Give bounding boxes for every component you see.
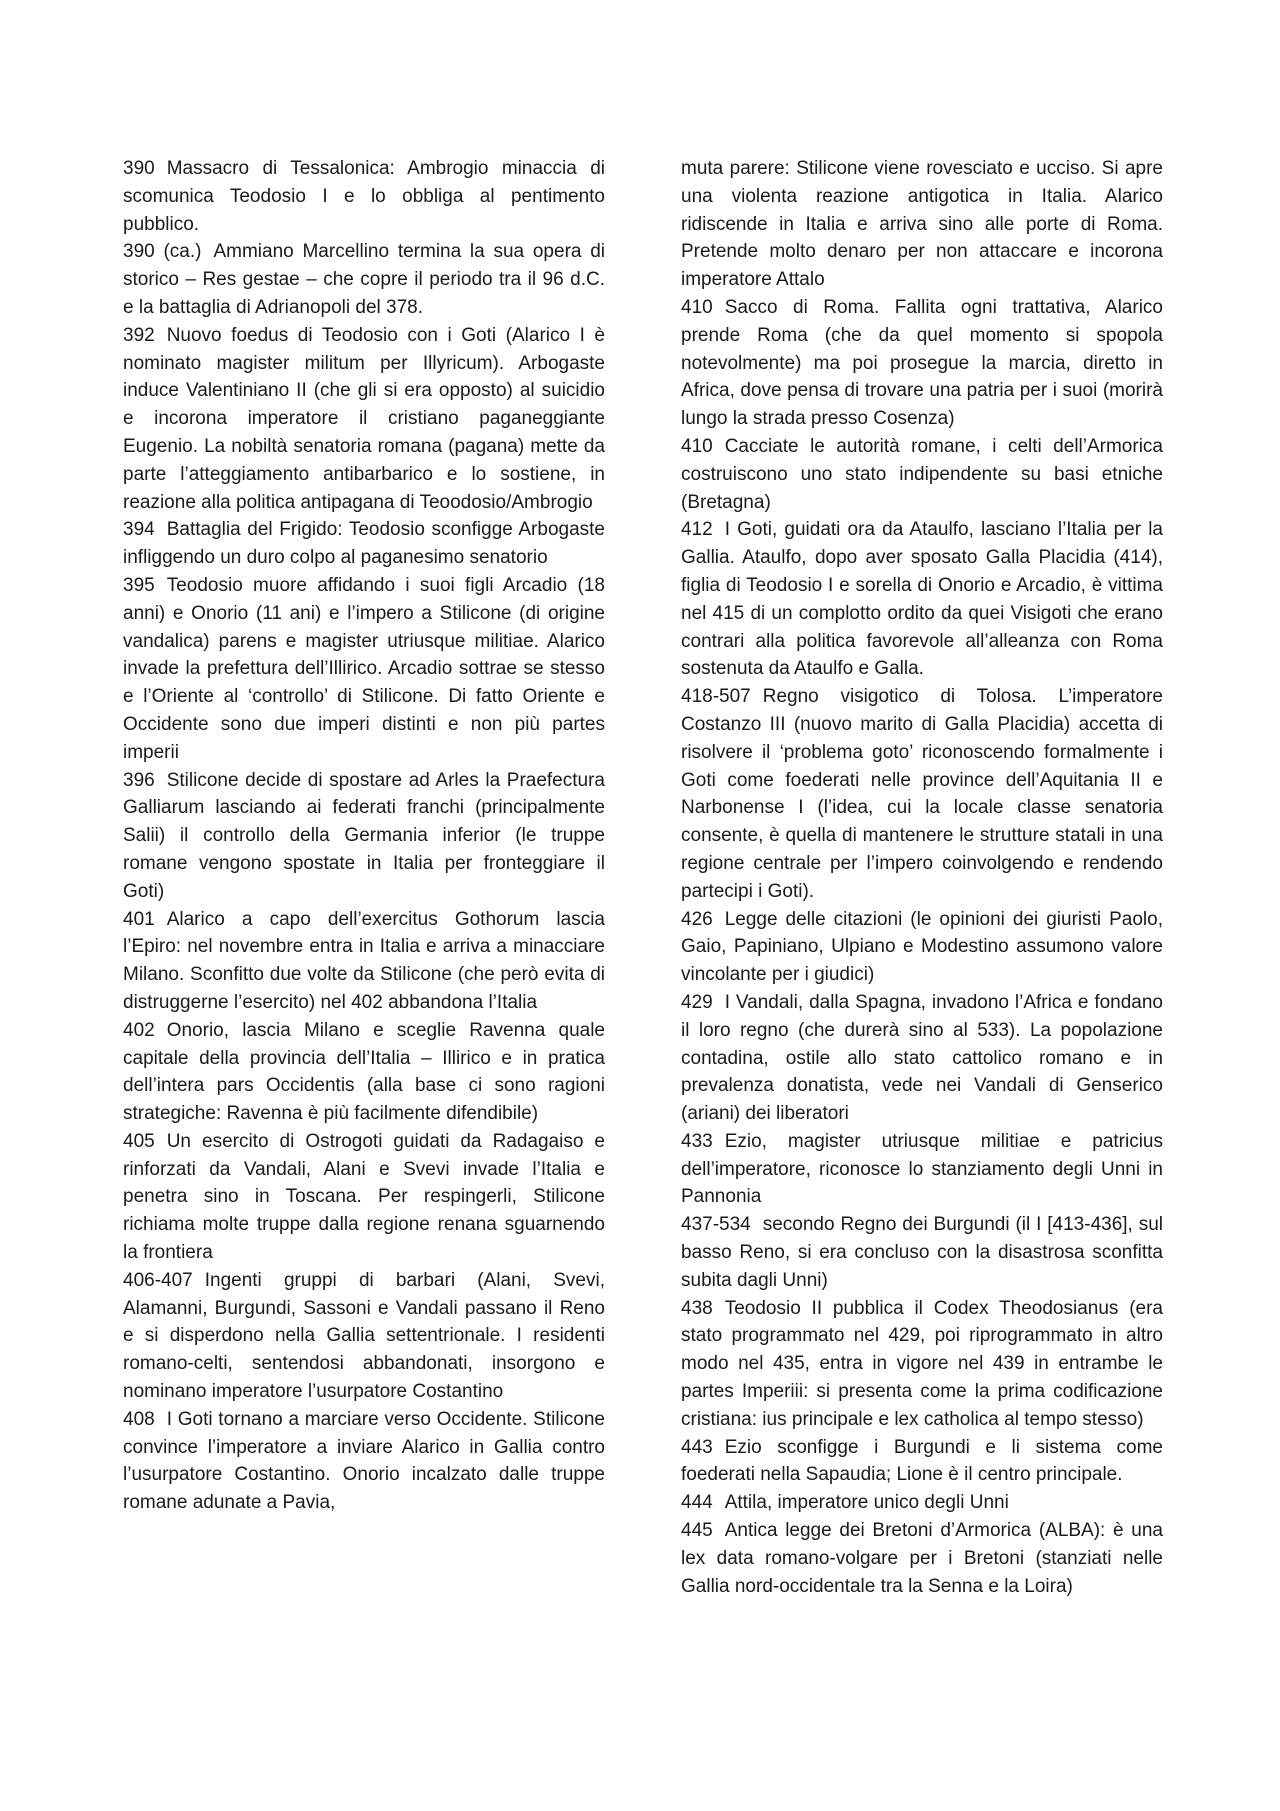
entry-date: 395 (123, 574, 155, 596)
entry-date: 394 (123, 519, 155, 541)
entry-text: Teodosio muore affidando i suoi figli Arcadio (18 anni) e Onorio (11 ani) e l’impero a Stilicone (di origine vandalica) parens e magister utriusque militiae. Alarico invade la prefettura dell’Illirico. Arcadio sottrae se stesso e l’Oriente al ‘controllo’ di Stilicone. Di fatto Oriente e Occidente sono due imperi distinti e non più partes imperii (123, 574, 605, 763)
entry-date: 405 (123, 1130, 155, 1152)
entry-date: 433 (681, 1130, 713, 1152)
entry-date: 444 (681, 1492, 713, 1514)
entry-text: I Goti tornano a marciare verso Occidente. Stilicone convince l’imperatore a inviare Alarico in Gallia contro l’usurpatore Costantino. Onorio incalzato dalle truppe romane adunate a Pavia, (123, 1408, 605, 1514)
timeline-entry (681, 516, 1163, 683)
entry-date: 390 (123, 158, 155, 179)
timeline-entry (123, 572, 605, 767)
entry-date: 429 (681, 991, 713, 1013)
entry-text: muta parere: Stilicone viene rovesciato e ucciso. Si apre una violenta reazione antigotica in Italia. Alarico ridiscende in Italia e arriva sino alle porte di Roma. Pretende molto denaro per non attaccare e incorona imperatore Attalo (681, 158, 1163, 291)
entry-date: 406-407 (123, 1269, 193, 1291)
entry-text: Cacciate le autorità romane, i celti dell’Armorica costruiscono uno stato indipendente su basi etniche (Bretagna) (681, 435, 1163, 513)
timeline-entry (123, 906, 605, 1017)
timeline-entry-continued (681, 155, 1163, 294)
entry-date: 443 (681, 1436, 713, 1458)
entry-text: Massacro di Tessalonica: Ambrogio minaccia di scomunica Teodosio I e lo obbliga al pentimento pubblico. (123, 158, 605, 235)
entry-text: Antica legge dei Bretoni d’Armorica (ALBA): è una lex data romano-volgare per i Bretoni (stanziati nelle Gallia nord-occidentale tra la Senna e la Loira) (681, 1520, 1163, 1597)
entry-text: Ingenti gruppi di barbari (Alani, Svevi, Alamanni, Burgundi, Sassoni e Vandali passano il Reno e si disperdono nella Gallia settentrionale. I residenti romano-celti, sentendosi abbandonati, insorgono e nominano imperatore l’usurpatore Costantino (123, 1269, 605, 1403)
entry-text: Ezio, magister utriusque militiae e patricius dell’imperatore, riconosce lo stanziamento degli Unni in Pannonia (681, 1130, 1163, 1208)
timeline-entry (681, 294, 1163, 433)
timeline-entry (681, 1489, 1163, 1517)
entry-date: 410 (681, 296, 713, 318)
entry-date: 412 (681, 519, 713, 541)
entry-date: 438 (681, 1297, 713, 1319)
timeline-entry (123, 238, 605, 321)
entry-text: Sacco di Roma. Fallita ogni trattativa, Alarico prende Roma (che da quel momento si spopola notevolmente) ma poi prosegue la marcia, diretto in Africa, dove pensa di trovare una patria per i suoi (morirà lungo la strada presso Cosenza) (681, 296, 1163, 430)
timeline-entry (681, 989, 1163, 1128)
timeline-entry (123, 1128, 605, 1267)
timeline-entry (681, 433, 1163, 516)
timeline-entry (123, 155, 605, 238)
entry-text: Ammiano Marcellino termina la sua opera di storico – Res gestae – che copre il periodo tra il 96 d.C. e la battaglia di Adrianopoli del 378. (123, 241, 606, 318)
entry-date: 396 (123, 769, 155, 791)
timeline-entry (123, 1406, 605, 1517)
entry-text: Stilicone decide di spostare ad Arles la Praefectura Galliarum lasciando ai federati franchi (principalmente Salii) il controllo della Germania inferior (le truppe romane vengono spostate in Italia per fronteggiare il Goti) (123, 769, 605, 902)
timeline-entry (681, 1434, 1163, 1490)
entry-text: Battaglia del Frigido: Teodosio sconfigge Arbogaste infliggendo un duro colpo al paganesimo senatorio (123, 519, 605, 569)
entry-text: Teodosio II pubblica il Codex Theodosianus (era stato programmato nel 429, poi riprogrammato in altro modo nel 435, entra in vigore nel 439 in entrambe le partes Imperiii: si presenta come la prima codificazione cristiana: ius principale e lex catholica al tempo stesso) (681, 1297, 1163, 1430)
entry-date: 418-507 (681, 686, 751, 708)
entry-text: I Goti, guidati ora da Ataulfo, lasciano l’Italia per la Gallia. Ataulfo, dopo aver sposato Galla Placidia (414), figlia di Teodosio I e sorella di Onorio e Arcadio, è vittima nel 415 di un complotto ordito da quei Visigoti che erano contrari alla politica favorevole all’alleanza con Roma sostenuta da Ataulfo e Galla. (681, 519, 1163, 680)
entry-date: 437-534 (681, 1214, 751, 1236)
timeline-entry (681, 1211, 1163, 1294)
entry-date: 402 (123, 1019, 155, 1041)
entry-text: Ezio sconfigge i Burgundi e li sistema come foederati nella Sapaudia; Lione è il centro principale. (681, 1436, 1163, 1486)
document-page (123, 155, 1163, 1600)
entry-text: secondo Regno dei Burgundi (il I [413-436], sul basso Reno, si era concluso con la disastrosa sconfitta subita dagli Unni) (681, 1214, 1163, 1291)
timeline-entry (681, 906, 1163, 989)
entry-date: 401 (123, 908, 155, 930)
entry-text: Nuovo foedus di Teodosio con i Goti (Alarico I è nominato magister militum per Illyricum). Arbogaste induce Valentiniano II (che gli si era opposto) al suicidio e incorona imperatore il cristiano paganeggiante Eugenio. La nobiltà senatoria romana (pagana) mette da parte l’atteggiamento antibarbarico e lo sostiene, in reazione alla politica antipagana di Teoodosio/Ambrogio (123, 324, 605, 513)
entry-text: Onorio, lascia Milano e sceglie Ravenna quale capitale della provincia dell’Italia – Illirico e in pratica dell’intera pars Occidentis (alla base ci sono ragioni strategiche: Ravenna è più facilmente difendibile) (123, 1019, 605, 1125)
entry-date: 445 (681, 1520, 713, 1542)
entry-date: 408 (123, 1408, 155, 1430)
timeline-entry (123, 516, 605, 572)
timeline-entry (123, 1017, 605, 1128)
entry-text: Alarico a capo dell’exercitus Gothorum lascia l’Epiro: nel novembre entra in Italia e arriva a minacciare Milano. Sconfitto due volte da Stilicone (che però evita di distruggerne l’esercito) nel 402 abbandona l’Italia (123, 908, 605, 1013)
entry-text: Un esercito di Ostrogoti guidati da Radagaiso e rinforzati da Vandali, Alani e Svevi invade l’Italia e penetra sino in Toscana. Per respingerli, Stilicone richiama molte truppe dalla regione renana sguarnendo la frontiera (123, 1130, 605, 1264)
entry-text: I Vandali, dalla Spagna, invadono l’Africa e fondano il loro regno (che durerà sino al 533). La popolazione contadina, ostile allo stato cattolico romano e in prevalenza donatista, vede nei Vandali di Genserico (ariani) dei liberatori (681, 991, 1163, 1125)
timeline-entry (123, 1267, 605, 1406)
timeline-entry (123, 322, 605, 517)
timeline-entry (681, 1128, 1163, 1211)
timeline-entry (681, 1517, 1163, 1600)
entry-text: Attila, imperatore unico degli Unni (724, 1492, 1009, 1514)
entry-text: Regno visigotico di Tolosa. L’imperatore Costanzo III (nuovo marito di Galla Placidia) accetta di risolvere il ‘problema goto’ riconoscendo formalmente i Goti come foederati nelle province dell’Aquitania II e Narbonense I (l’idea, cui la locale classe senatoria consente, è quella di mantenere le strutture statali in una regione centrale per l’impero coinvolgendo e rendendo partecipi i Goti). (681, 686, 1163, 902)
timeline-entry (123, 767, 605, 906)
right-column (681, 155, 1163, 1600)
entry-date: 426 (681, 908, 713, 930)
timeline-entry (681, 683, 1163, 905)
timeline-entry (681, 1295, 1163, 1434)
entry-text: Legge delle citazioni (le opinioni dei giuristi Paolo, Gaio, Papiniano, Ulpiano e Modestino assumono valore vincolante per i giudici) (681, 908, 1163, 986)
left-column (123, 155, 605, 1600)
entry-date: 410 (681, 435, 713, 457)
entry-date: 390 (ca.) (123, 241, 202, 263)
entry-date: 392 (123, 324, 155, 346)
